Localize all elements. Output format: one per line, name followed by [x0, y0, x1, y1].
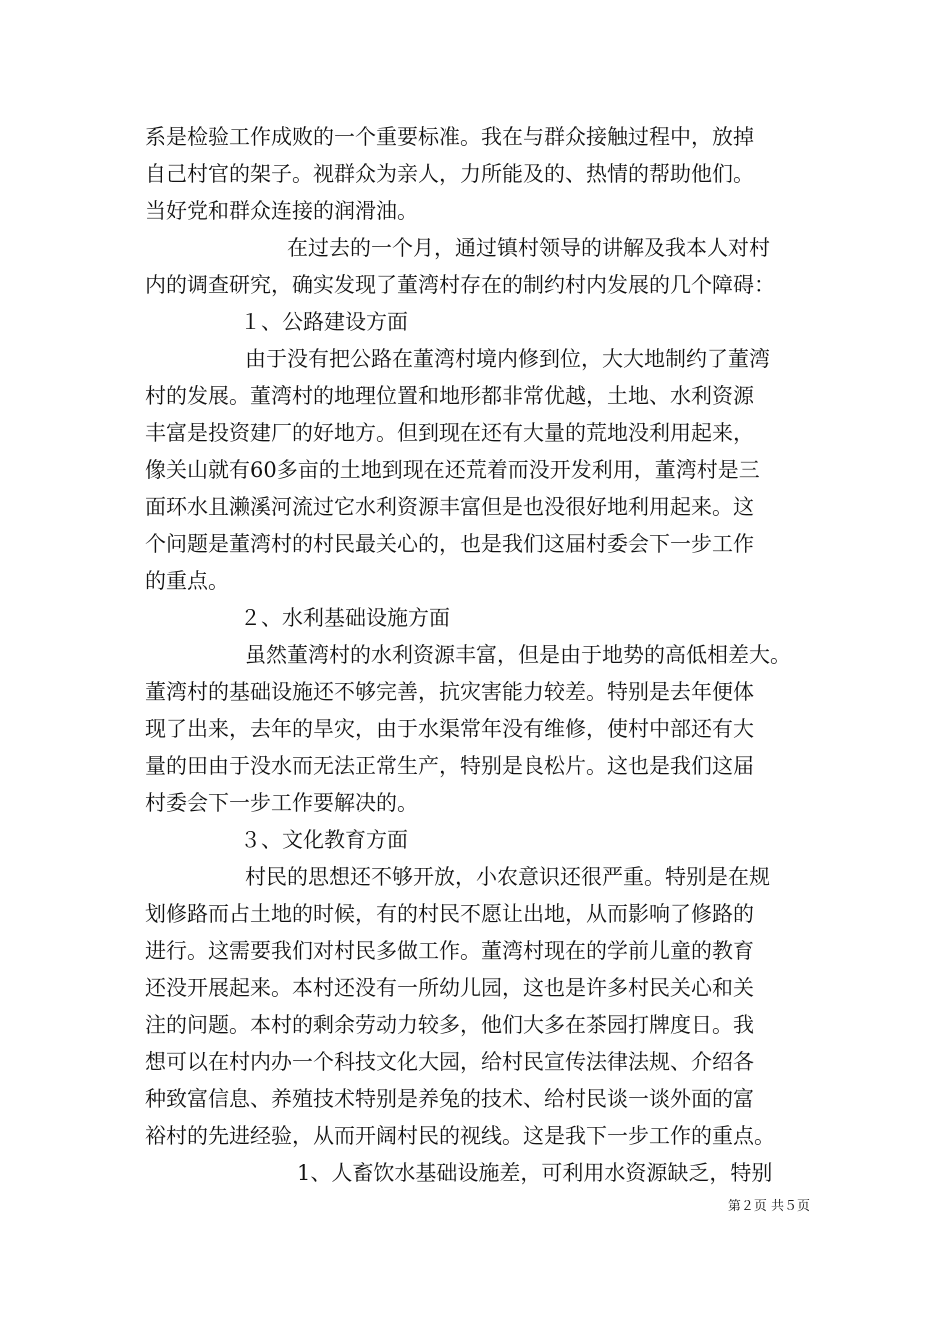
text-line: 裕村的先进经验，从而开阔村民的视线。这是我下一步工作的重点。 — [145, 1124, 775, 1148]
text-line: 由于没有把公路在董湾村境内修到位，大大地制约了董湾 — [245, 347, 770, 371]
text-line: 村的发展。董湾村的地理位置和地形都非常优越，土地、水利资源 — [145, 384, 754, 408]
text-line: 划修路而占土地的时候，有的村民不愿让出地，从而影响了修路的 — [145, 902, 754, 926]
text-line: 个问题是董湾村的村民最关心的，也是我们这届村委会下一步工作 — [145, 532, 754, 556]
text-line: 种致富信息、养殖技术特别是养兔的技术、给村民谈一谈外面的富 — [145, 1087, 754, 1111]
text-line: 村民的思想还不够开放，小农意识还很严重。特别是在规 — [245, 865, 770, 889]
page-number-footer: 第２页 共５页 — [727, 1199, 810, 1214]
text-line: 当好党和群众连接的润滑油。 — [145, 199, 418, 223]
text-line: 进行。这需要我们对村民多做工作。董湾村现在的学前儿童的教育 — [145, 939, 754, 963]
text-line: 想可以在村内办一个科技文化大园，给村民宣传法律法规、介绍各 — [145, 1050, 754, 1074]
text-line: 现了出来，去年的旱灾，由于水渠常年没有维修，使村中部还有大 — [145, 717, 754, 741]
text-line: 虽然董湾村的水利资源丰富，但是由于地势的高低相差大。 — [245, 643, 791, 667]
section-heading: ３、文化教育方面 — [240, 828, 408, 852]
text-line: 的重点。 — [145, 569, 229, 593]
text-line: 面环水且濑溪河流过它水利资源丰富但是也没很好地利用起来。这 — [145, 495, 754, 519]
text-line: 还没开展起来。本村还没有一所幼儿园，这也是许多村民关心和关 — [145, 976, 754, 1000]
section-heading: １、公路建设方面 — [240, 310, 408, 334]
section-heading: ２、水利基础设施方面 — [240, 606, 450, 630]
text-line: 1、人畜饮水基础设施差，可利用水资源缺乏，特别 — [297, 1161, 773, 1185]
text-line: 像关山就有60多亩的土地到现在还荒着而没开发利用，董湾村是三 — [145, 458, 760, 482]
text-line: 注的问题。本村的剩余劳动力较多，他们大多在茶园打牌度日。我 — [145, 1013, 754, 1037]
text-line: 内的调查研究，确实发现了董湾村存在的制约村内发展的几个障碍： — [145, 273, 775, 297]
text-line: 自己村官的架子。视群众为亲人，力所能及的、热情的帮助他们。 — [145, 162, 754, 186]
text-line: 系是检验工作成败的一个重要标准。我在与群众接触过程中，放掉 — [145, 125, 754, 149]
text-line: 董湾村的基础设施还不够完善，抗灾害能力较差。特别是去年便体 — [145, 680, 754, 704]
text-line: 量的田由于没水而无法正常生产，特别是良松片。这也是我们这届 — [145, 754, 754, 778]
text-line: 丰富是投资建厂的好地方。但到现在还有大量的荒地没利用起来， — [145, 421, 754, 445]
text-line: 村委会下一步工作要解决的。 — [145, 791, 418, 815]
text-line: 在过去的一个月，通过镇村领导的讲解及我本人对村 — [287, 236, 770, 260]
